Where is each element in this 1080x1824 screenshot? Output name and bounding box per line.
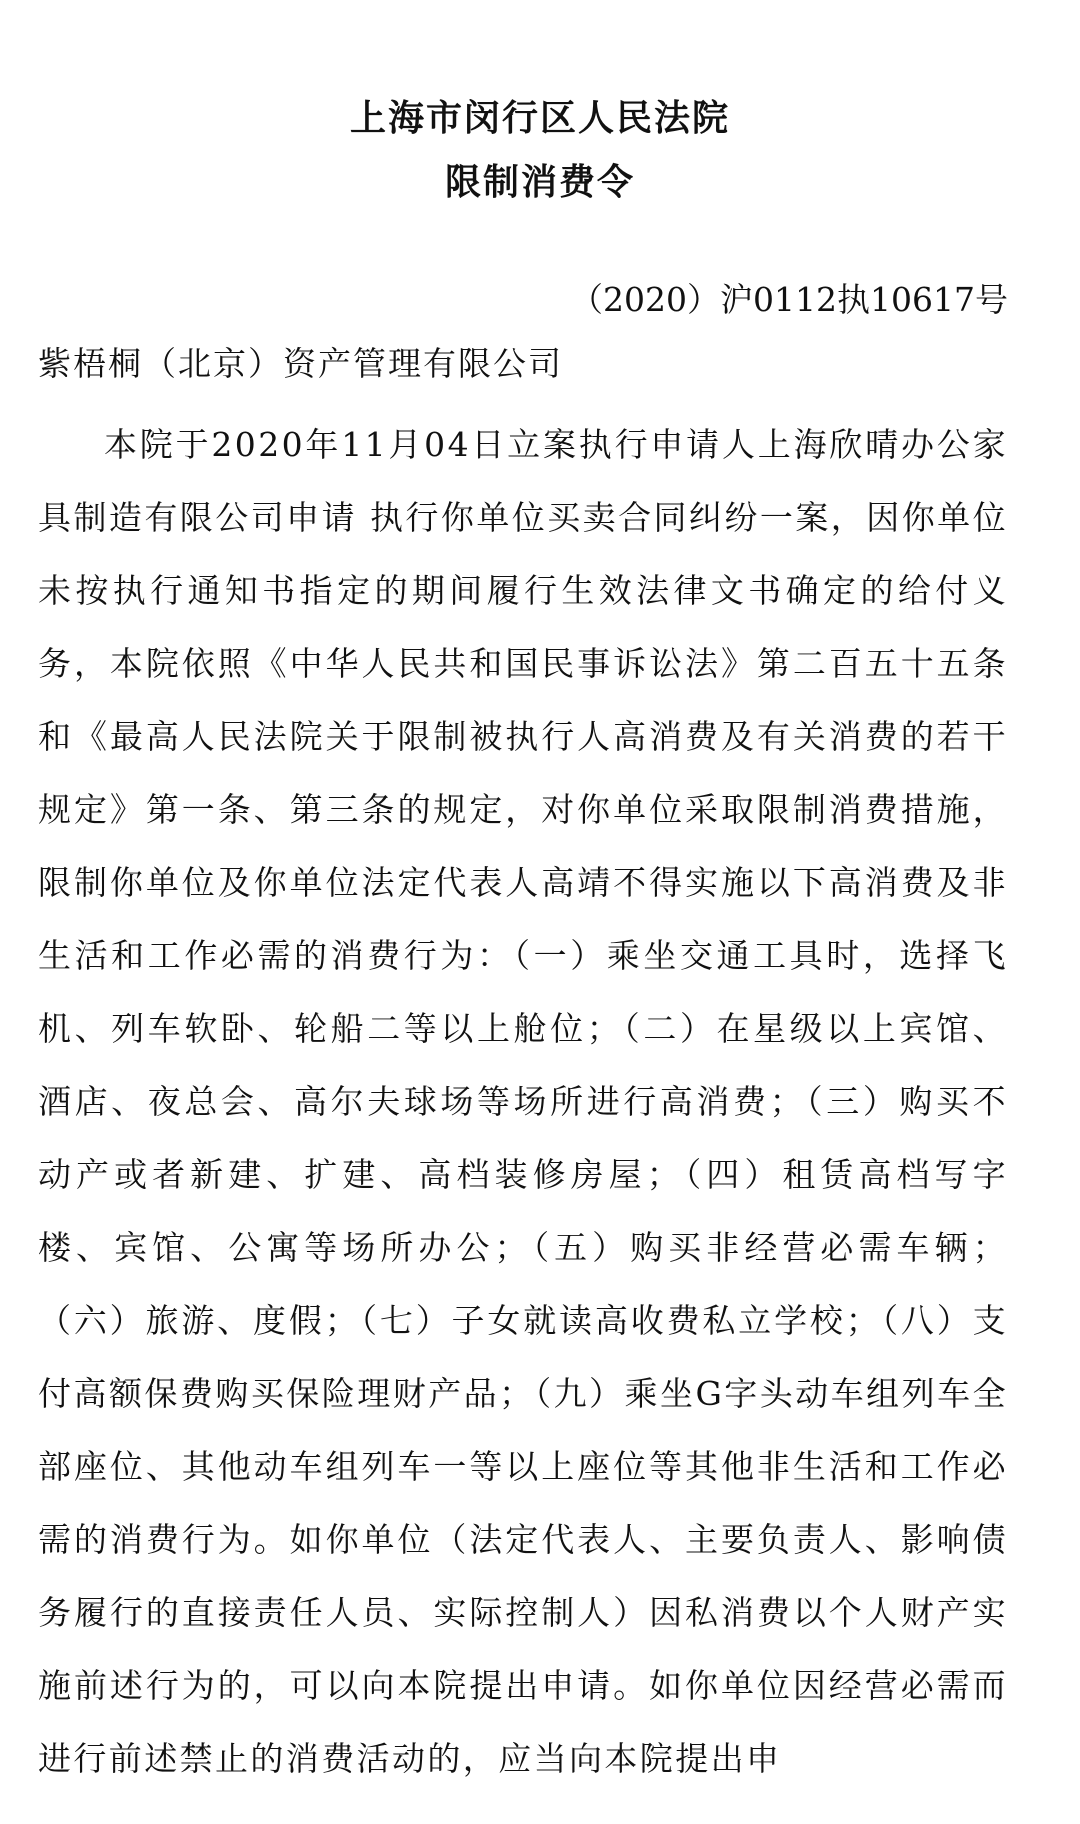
order-body-paragraph: 本院于2020年11月04日立案执行申请人上海欣晴办公家具制造有限公司申请 执行你单位买卖合同纠纷一案，因你单位未按执行通知书指定的期间履行生效法律文书确定的给付义务，本院依照《中华人民共和国民事诉讼法》第二百五十五条和《最高人民法院关于限制被执行人高消费及有关消费的若干规定》第一条、第三条的规定，对你单位采取限制消费措施，限制你单位及你单位法定代表人高靖不得实施以下高消费及非生活和工作必需的消费行为：（一）乘坐交通工具时，选择飞机、列车软卧、轮船二等以上舱位；（二）在星级以上宾馆、酒店、夜总会、高尔夫球场等场所进行高消费；（三）购买不动产或者新建、扩建、高档装修房屋；（四）租赁高档写字楼、宾馆、公寓等场所办公；（五）购买非经营必需车辆；（六）旅游、度假；（七）子女就读高收费私立学校；（八）支付高额保费购买保险理财产品；（九）乘坐G字头动车组列车全部座位、其他动车组列车一等以上座位等其他非生活和工作必需的消费行为。如你单位（法定代表人、主要负责人、影响债务履行的直接责任人员、实际控制人）因私消费以个人财产实施前述行为的，可以向本院提出申请。如你单位因经营必需而进行前述禁止的消费活动的，应当向本院提出申 [38,425,1008,1778]
case-number: （2020）沪0112执10617号 [570,280,1008,319]
court-name-heading: 上海市闵行区人民法院 [349,97,730,139]
document-type-heading: 限制消费令 [444,161,635,203]
addressee: 紫梧桐（北京）资产管理有限公司 [38,344,563,383]
